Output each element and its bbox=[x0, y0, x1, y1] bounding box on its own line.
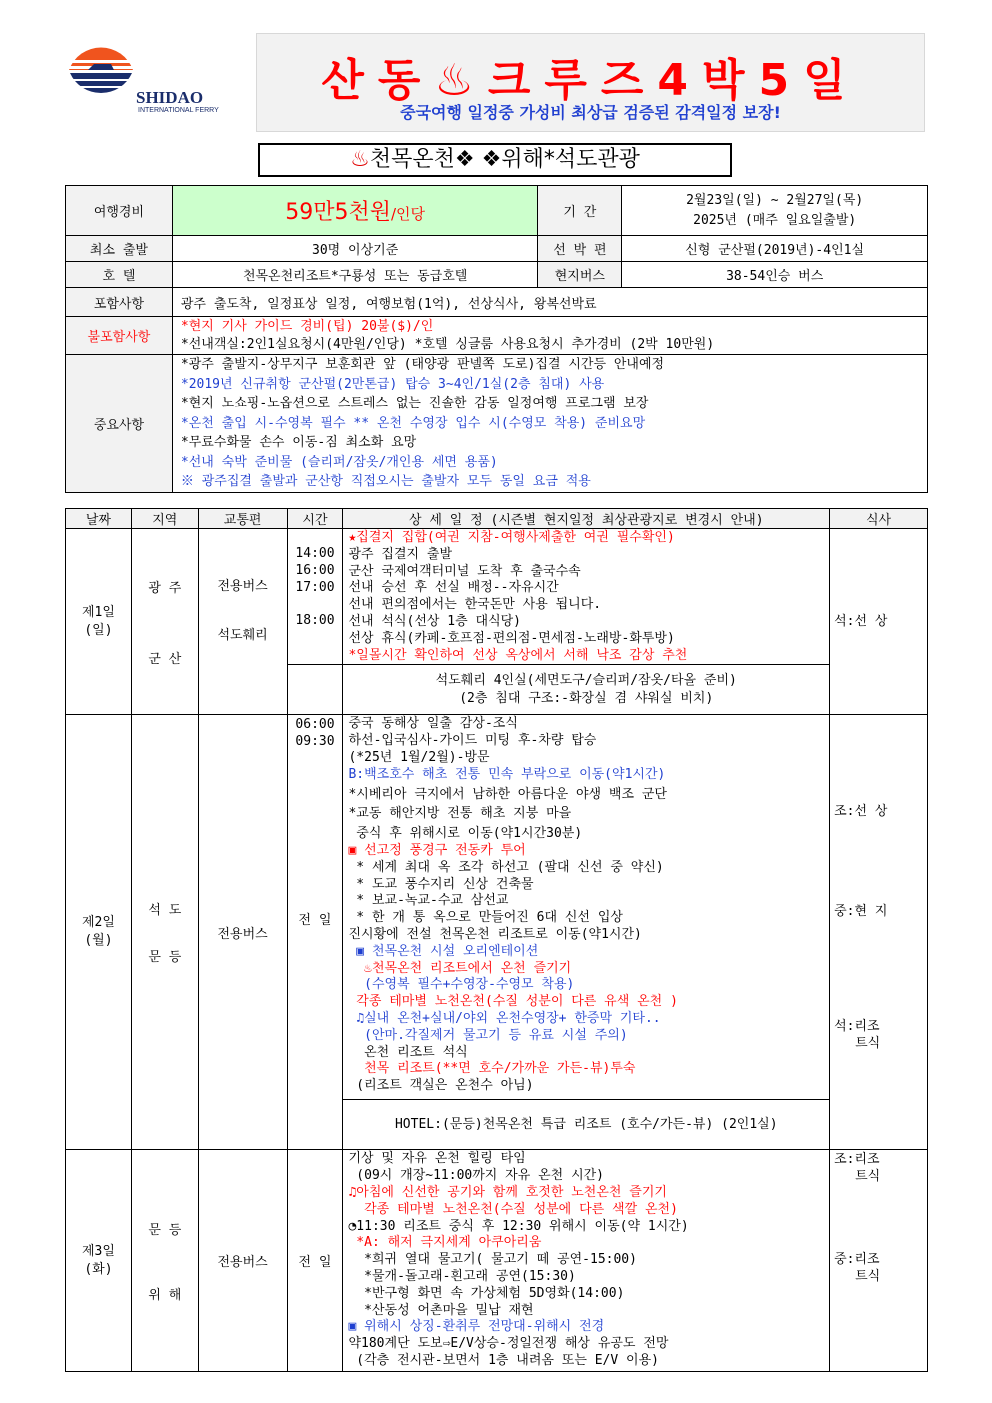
min-label: 최소 출발 bbox=[66, 236, 173, 262]
include-value: 광주 출도착, 일정표상 일정, 여행보험(1억), 선상식사, 왕복선박료 bbox=[172, 288, 927, 317]
schedule-line: 중식 후 위해시로 이동(약1시간30분) bbox=[348, 826, 583, 842]
day2-hotel bbox=[343, 1100, 830, 1150]
meal-label: 조:리조 bbox=[834, 1152, 880, 1168]
exclude-line: *현지 기사 가이드 경비(팁) 20불($)/인 bbox=[180, 318, 434, 334]
schedule-line: *반구형 화면 속 가상체험 5D영화(14:00) bbox=[348, 1285, 625, 1301]
schedule-line: * 보교-녹교-수교 삼선교 bbox=[348, 893, 509, 909]
schedule-line: ▣ 선고정 풍경구 전동카 투어 bbox=[348, 842, 526, 858]
schedule-line: *희귀 열대 물고기( 물고기 떼 공연-15:00) bbox=[348, 1252, 637, 1268]
bus-label: 현지버스 bbox=[538, 262, 622, 288]
day-label: 제3일 bbox=[81, 1243, 115, 1259]
notes-label: 중요사항 bbox=[66, 355, 173, 493]
day2-row bbox=[66, 715, 928, 1100]
ship-value: 신형 군산펄(2019년)-4인1실 bbox=[622, 236, 928, 262]
time-label: 18:00 bbox=[295, 613, 335, 629]
period-year: 2025년 (매주 일요일출발) bbox=[693, 212, 857, 228]
ship-label: 선 박 편 bbox=[538, 236, 622, 262]
schedule-line: ◔11:30 리조트 중식 후 12:30 위해시 이동(약 1시간) bbox=[348, 1218, 689, 1234]
schedule-line: 선상 휴식(카페-호프점-편의점-면세점-노래방-화투방) bbox=[348, 630, 675, 646]
schedule-line: ♫아침에 신선한 공기와 함께 호젓한 노천온천 즐기기 bbox=[348, 1184, 667, 1200]
schedule-line: 선내 석식(선상 1층 대식당) bbox=[348, 613, 522, 629]
schedule-line: *산동성 어촌마을 밀납 재현 bbox=[348, 1302, 534, 1318]
price-unit: /인당 bbox=[391, 205, 426, 223]
meal-label: 석:선 상 bbox=[834, 614, 888, 630]
day-label: 제2일 bbox=[81, 915, 115, 931]
min-value: 30명 이상기준 bbox=[172, 236, 538, 262]
day2-schedule bbox=[343, 715, 830, 1100]
company-logo bbox=[64, 40, 226, 116]
day3-meal bbox=[830, 1150, 928, 1372]
note-item: *현지 노쇼핑-노옵션으로 스트레스 없는 진솔한 감동 일정여행 프로그램 보장 bbox=[180, 396, 649, 411]
page-title: 산동♨크루즈4박5일 bbox=[321, 55, 860, 106]
day2-meal bbox=[830, 715, 928, 1150]
header-time: 시간 bbox=[287, 509, 343, 529]
meal-label: 조:선 상 bbox=[834, 804, 888, 820]
day1-times bbox=[287, 529, 343, 665]
region-label: 문 등 bbox=[148, 950, 182, 966]
region-label: 위 해 bbox=[148, 1287, 182, 1303]
hotel-line: (2층 침대 구조:-화장실 겸 샤워실 비치) bbox=[459, 690, 714, 706]
region-label: 석 도 bbox=[148, 903, 182, 919]
period-cell bbox=[622, 186, 928, 236]
logo-subtitle: INTERNATIONAL FERRY bbox=[138, 107, 219, 114]
meal-label: 중:현 지 bbox=[834, 904, 888, 920]
schedule-line: (각층 전시관-보면서 1층 내려옴 또는 E/V 이용) bbox=[348, 1352, 659, 1368]
weekday-label: (월) bbox=[84, 933, 113, 949]
region-label: 문 등 bbox=[148, 1222, 182, 1238]
title-box bbox=[256, 33, 925, 132]
time-label: 09:30 bbox=[295, 734, 335, 750]
hotel-line: 석도훼리 4인실(세면도구/슬리퍼/잠옷/타올 준비) bbox=[435, 672, 737, 688]
schedule-line: ♫실내 온천+실내/야외 온천수영장+ 한증막 기타.. bbox=[348, 1010, 661, 1026]
schedule-line: 각종 테마별 노천온천(수질 성분이 다른 유색 온천 ) bbox=[348, 994, 678, 1010]
logo-name: SHIDAO bbox=[136, 88, 204, 107]
price-cell bbox=[172, 186, 538, 236]
note-item: *광주 출발지-상무지구 보훈회관 앞 (태양광 판넬쪽 도로)집결 시간등 안내예정 bbox=[180, 357, 665, 372]
include-label: 포함사항 bbox=[66, 288, 173, 317]
schedule-line: 광주 집결지 출발 bbox=[348, 546, 453, 562]
day3-row bbox=[66, 1150, 928, 1372]
schedule-line: * 세계 최대 옥 조각 하선고 (팔대 신선 중 약신) bbox=[348, 859, 664, 875]
note-item: ※ 광주집결 출발과 군산항 직접오시는 출발자 모두 동일 요금 적용 bbox=[180, 474, 591, 489]
header-schedule: 상 세 일 정 (시즌별 현지일정 최상관광지로 변경시 안내) bbox=[343, 509, 830, 529]
region-label: 군 산 bbox=[148, 651, 182, 667]
day1-hotel bbox=[343, 665, 830, 715]
time-label: 17:00 bbox=[295, 579, 335, 595]
tour-banner bbox=[258, 143, 732, 177]
day2-times bbox=[287, 715, 343, 1150]
schedule-line: (안마.각질제거 물고기 등 유료 시설 주의) bbox=[348, 1027, 628, 1043]
day2-transport bbox=[198, 715, 287, 1150]
meal-label: 석:리조 bbox=[834, 1019, 880, 1035]
schedule-line: *물개-돌고래-흰고래 공연(15:30) bbox=[348, 1268, 576, 1284]
day3-region bbox=[131, 1150, 198, 1372]
transport-label: 전용버스 bbox=[217, 578, 268, 594]
hotel-label: 호 텔 bbox=[66, 262, 173, 288]
day2-region bbox=[131, 715, 198, 1150]
itinerary-table bbox=[65, 508, 928, 1372]
schedule-line: 중국 동해상 일출 감상-조식 bbox=[348, 716, 518, 732]
transport-label: 전용버스 bbox=[217, 1255, 268, 1271]
weekday-label: (일) bbox=[84, 622, 113, 638]
schedule-line: (*25년 1월/2월)-방문 bbox=[348, 749, 490, 765]
price-label: 여행경비 bbox=[66, 186, 173, 236]
hotel-line: HOTEL:(문등)천목온천 특급 리조트 (호수/가든-뷰) (2인1실) bbox=[394, 1116, 778, 1132]
page-subtitle: 중국여행 일정중 가성비 최상급 검증된 감격일정 보장! bbox=[400, 103, 781, 122]
schedule-line: B:백조호수 해초 전통 민속 부락으로 이동(약1시간) bbox=[348, 766, 666, 782]
note-item: *선내 숙박 준비물 (슬리퍼/잠옷/개인용 세면 용품) bbox=[180, 454, 498, 470]
schedule-line: *교동 해안지방 전통 해초 지붕 마을 bbox=[348, 806, 572, 822]
schedule-line: 기상 및 자유 온천 힐링 타임 bbox=[348, 1151, 526, 1167]
schedule-line: * 도교 풍수지리 신상 건축물 bbox=[348, 876, 534, 892]
schedule-line: *A: 해저 극지세계 아쿠아리움 bbox=[348, 1235, 542, 1251]
day-label: 제1일 bbox=[81, 604, 115, 620]
schedule-line: (09시 개장~11:00까지 자유 온천 시간) bbox=[348, 1168, 605, 1184]
period-label: 기 간 bbox=[538, 186, 622, 236]
time-label: 14:00 bbox=[295, 546, 335, 561]
schedule-line: ★집결지 집합(여권 지참-여행사제출한 여권 필수확인) bbox=[348, 530, 675, 545]
schedule-line: 온천 리조트 석식 bbox=[348, 1044, 468, 1060]
day2-date bbox=[66, 715, 132, 1150]
day1-hotel-time bbox=[287, 665, 343, 715]
schedule-line: (수영복 필수+수영장-수영모 착용) bbox=[348, 977, 575, 993]
day3-schedule bbox=[343, 1150, 830, 1372]
schedule-line: 군산 국제여객터미널 도착 후 출국수속 bbox=[348, 563, 581, 579]
schedule-line: ▣ 천목온천 시설 오리엔테이션 bbox=[348, 943, 539, 959]
transport-label: 석도훼리 bbox=[217, 627, 268, 643]
schedule-line: ▣ 위해시 상징-환취루 전망대-위해시 전경 bbox=[348, 1319, 605, 1335]
schedule-line: *일몰시간 확인하여 선상 옥상에서 서해 낙조 감상 추천 bbox=[348, 647, 688, 663]
note-item: *온천 출입 시-수영복 필수 ** 온천 수영장 입수 시(수영모 착용) 준비요망 bbox=[180, 415, 646, 431]
schedule-line: *시베리아 극지에서 남하한 아름다운 야생 백조 군단 bbox=[348, 786, 667, 802]
schedule-line: ♨천목온천 리조트에서 온천 즐기기 bbox=[348, 960, 572, 976]
note-item: *무료수화물 손수 이동-짐 최소화 요망 bbox=[180, 435, 417, 450]
day1-date bbox=[66, 529, 132, 715]
day3-times bbox=[287, 1150, 343, 1372]
schedule-line: (리조트 객실은 온천수 아님) bbox=[348, 1078, 534, 1094]
schedule-line: 진시황에 전설 천목온천 리조트로 이동(약1시간) bbox=[348, 926, 642, 942]
day3-transport bbox=[198, 1150, 287, 1372]
schedule-line: 선내 편의점에서는 한국돈만 사용 됩니다. bbox=[348, 597, 602, 613]
ferry-logo-icon bbox=[64, 40, 138, 114]
banner-text: 천목온천❖ ❖위해*석도관광 bbox=[369, 147, 640, 172]
meal-label: 트식 bbox=[855, 1169, 881, 1185]
time-all-day: 전 일 bbox=[298, 1255, 332, 1271]
price-value: 59만5천원 bbox=[285, 200, 391, 225]
header-meal: 식사 bbox=[830, 509, 928, 529]
meal-label: 트식 bbox=[855, 1036, 881, 1052]
region-label: 광 주 bbox=[148, 580, 182, 596]
day1-region bbox=[131, 529, 198, 715]
hotspring-icon: ♨ bbox=[350, 147, 370, 172]
exclude-cell bbox=[172, 317, 927, 355]
exclude-label: 불포함사항 bbox=[66, 317, 173, 355]
time-label: 16:00 bbox=[295, 562, 335, 578]
schedule-line: * 한 개 통 옥으로 만들어진 6대 신선 입상 bbox=[348, 910, 623, 926]
bus-value: 38-54인승 버스 bbox=[622, 262, 928, 288]
info-table bbox=[65, 185, 928, 493]
notes-cell bbox=[172, 355, 927, 493]
schedule-line: 선내 승선 후 선실 배정--자유시간 bbox=[348, 580, 559, 596]
day1-schedule bbox=[343, 529, 830, 665]
hotel-value: 천목온천리조트*구룡성 또는 동급호텔 bbox=[172, 262, 538, 288]
time-label: 06:00 bbox=[295, 717, 335, 733]
meal-label: 트식 bbox=[855, 1269, 881, 1285]
schedule-line: 각종 테마별 노천온천(수질 성분에 다른 색깔 온천) bbox=[348, 1201, 678, 1217]
day1-row bbox=[66, 529, 928, 665]
header-transport: 교통편 bbox=[198, 509, 287, 529]
header-region: 지역 bbox=[131, 509, 198, 529]
transport-label: 전용버스 bbox=[217, 926, 268, 942]
schedule-line: 약180계단 도보⇨E/V상승-정일전쟁 해상 유공도 전망 bbox=[348, 1336, 669, 1352]
day1-meal bbox=[830, 529, 928, 715]
note-item: *2019년 신규취항 군산펄(2만톤급) 탑승 3~4인/1실(2층 침대) 사용 bbox=[180, 376, 605, 392]
day1-transport bbox=[198, 529, 287, 715]
period-dates: 2월23일(일) ~ 2월27일(목) bbox=[686, 192, 864, 208]
schedule-line: 천목 리조트(**면 호수/가까운 가든-뷰)투숙 bbox=[348, 1061, 636, 1077]
day3-date bbox=[66, 1150, 132, 1372]
time-all-day: 전 일 bbox=[298, 912, 332, 928]
weekday-label: (화) bbox=[84, 1261, 113, 1277]
schedule-line: 하선-입국심사-가이드 미팅 후-차량 탑승 bbox=[348, 733, 597, 749]
header-date: 날짜 bbox=[66, 509, 132, 529]
meal-label: 중:리조 bbox=[834, 1252, 880, 1268]
exclude-line: *선내객실:2인1실요청시(4만원/인당) *호텔 싱글룸 사용요청시 추가경비 (2박 10만원) bbox=[180, 336, 715, 352]
